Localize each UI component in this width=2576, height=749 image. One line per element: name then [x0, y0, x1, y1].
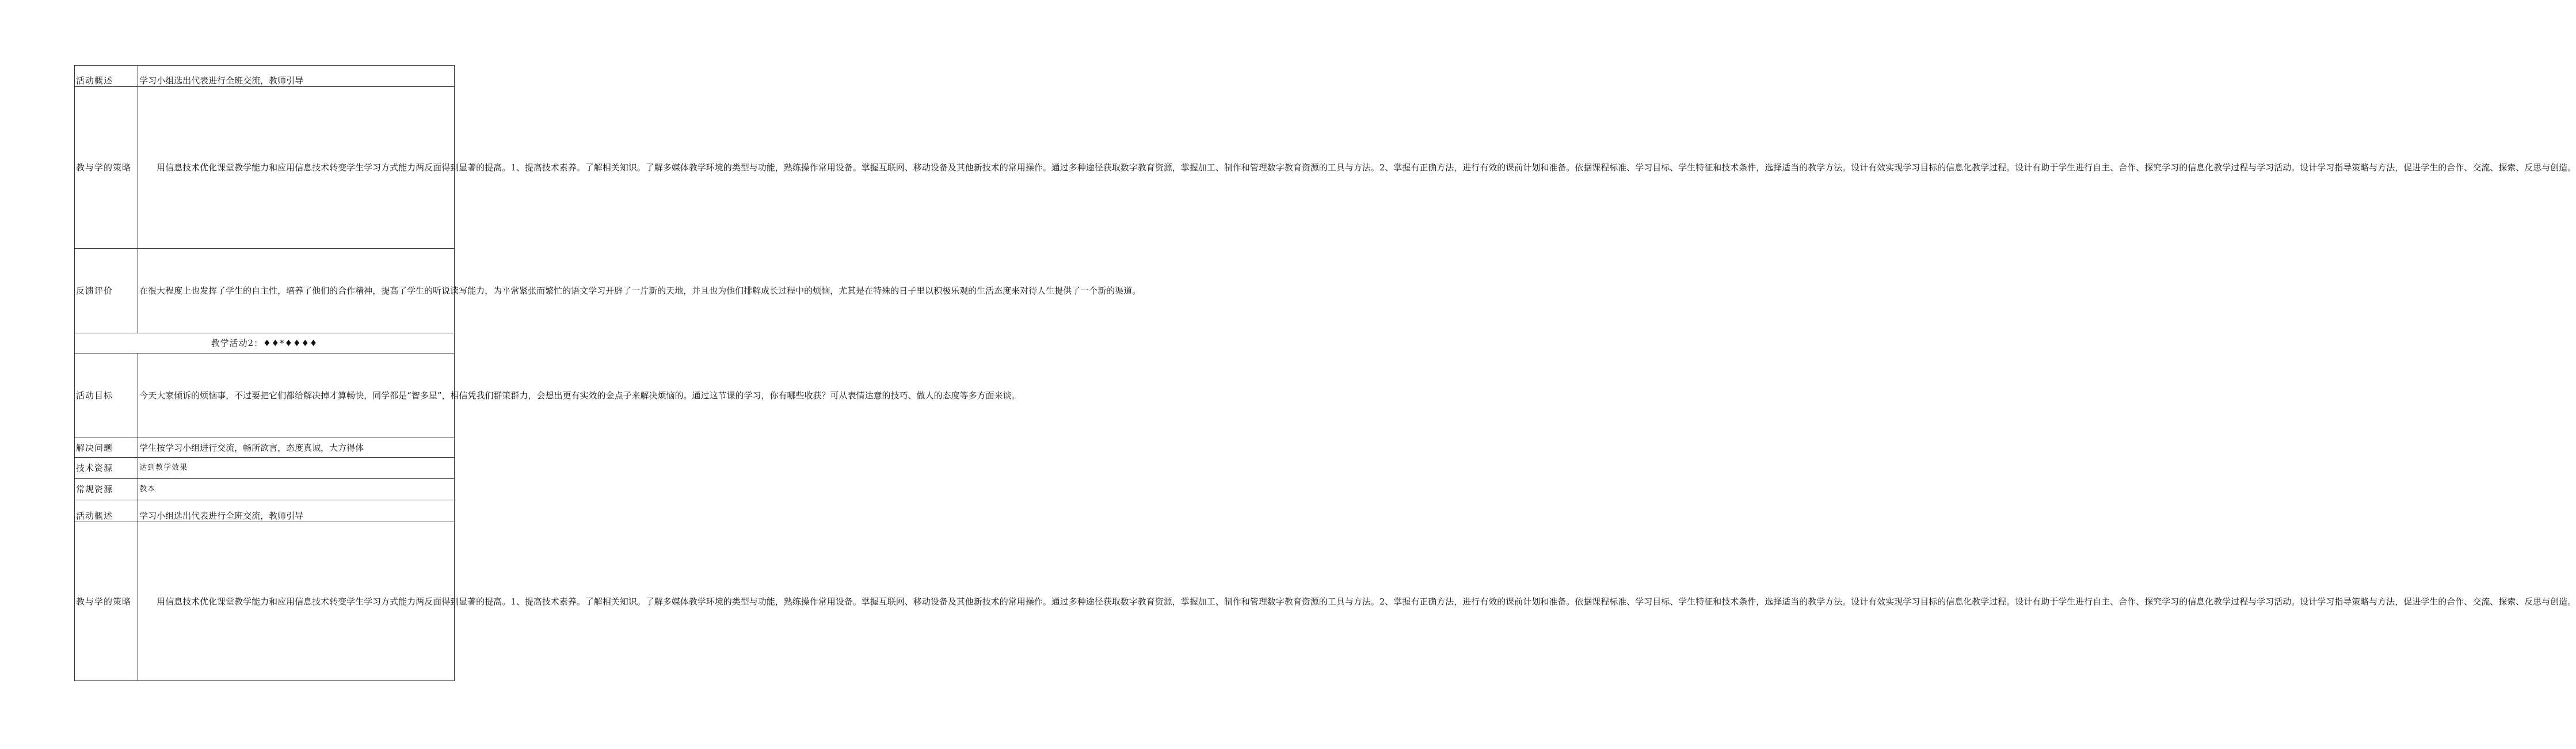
- row-content-strategy: 用信息技术优化课堂教学能力和应用信息技术转变学生学习方式能力两反面得到显著的提高。1、提高技术素养。了解相关知识。了解多媒体教学环境的类型与功能，熟练操作常用设备。掌握互联网、移动设备及其他新技术的常用操作。通过多种途径获取数字教育资源，掌握加工、制作和管理数字教育资源的工具与方法。2、掌握有正确方法，进行有效的课前计划和准备。依据课程标准、学习目标、学生特征和技术条件，选择适当的教学方法。设计有效实现学习目标的信息化教学过程。设计有助于学生进行自主、合作、探究学习的信息化教学过程与学习活动。设计学习指导策略与方法，促进学生的合作、交流、探索、反思与创造。: [138, 522, 455, 681]
- table-row-feedback: [75, 249, 455, 333]
- row-label-tech: 技术资源: [75, 458, 138, 479]
- row-content-feedback: 在很大程度上也发挥了学生的自主性，培养了他们的合作精神，提高了学生的听说读写能力，为平常紧张而繁忙的语文学习开辟了一片新的天地，并且也为他们排解成长过程中的烦恼，尤其是在特殊的日子里以积极乐观的生活态度来对待人生提供了一个新的渠道。: [138, 249, 455, 333]
- table-row-problem: [75, 438, 455, 458]
- row-content-goal: 今天大家倾诉的烦恼事，不过要把它们都给解决掉才算畅快，同学都是“智多星”，相信凭我们群策群力，会想出更有实效的金点子来解决烦恼的。通过这节课的学习，你有哪些收获？可从表情达意的技巧、做人的态度等多方面来谈。: [138, 353, 455, 438]
- row-content-overview: 学习小组选出代表进行全班交流，教师引导: [138, 500, 455, 522]
- table-row-overview-2: [75, 500, 455, 522]
- row-label-goal: 活动目标: [75, 353, 138, 438]
- row-label-feedback: 反馈评价: [75, 249, 138, 333]
- row-label-strategy: 教与学的策略: [75, 522, 138, 681]
- table-row-section-header: [75, 333, 455, 353]
- row-label-overview: 活动概述: [75, 66, 138, 87]
- row-label-strategy: 教与学的策略: [75, 87, 138, 249]
- table-row-strategy-2: [75, 522, 455, 681]
- lesson-plan-table: [74, 65, 2576, 681]
- row-label-regular: 常规资源: [75, 479, 138, 500]
- section-title: 教学活动2：♦♦*♦♦♦♦: [75, 333, 455, 353]
- row-content-tech: 达到教学效果: [138, 458, 455, 479]
- row-content-strategy: 用信息技术优化课堂教学能力和应用信息技术转变学生学习方式能力两反面得到显著的提高。1、提高技术素养。了解相关知识。了解多媒体教学环境的类型与功能，熟练操作常用设备。掌握互联网、移动设备及其他新技术的常用操作。通过多种途径获取数字教育资源，掌握加工、制作和管理数字教育资源的工具与方法。2、掌握有正确方法，进行有效的课前计划和准备。依据课程标准、学习目标、学生特征和技术条件，选择适当的教学方法。设计有效实现学习目标的信息化教学过程。设计有助于学生进行自主、合作、探究学习的信息化教学过程与学习活动。设计学习指导策略与方法，促进学生的合作、交流、探索、反思与创造。: [138, 87, 455, 249]
- row-label-problem: 解决问题: [75, 438, 138, 458]
- row-label-overview: 活动概述: [75, 500, 138, 522]
- row-content-overview: 学习小组选出代表进行全班交流，教师引导: [138, 66, 455, 87]
- row-content-problem: 学生按学习小组进行交流，畅所欲言，态度真诚，大方得体: [138, 438, 455, 458]
- row-content-regular: 教本: [138, 479, 455, 500]
- table-row-regular: [75, 479, 455, 500]
- table-row-tech: [75, 458, 455, 479]
- table-row-goal: [75, 353, 455, 438]
- table-row-overview-1: [75, 66, 455, 87]
- table-row-strategy-1: [75, 87, 455, 249]
